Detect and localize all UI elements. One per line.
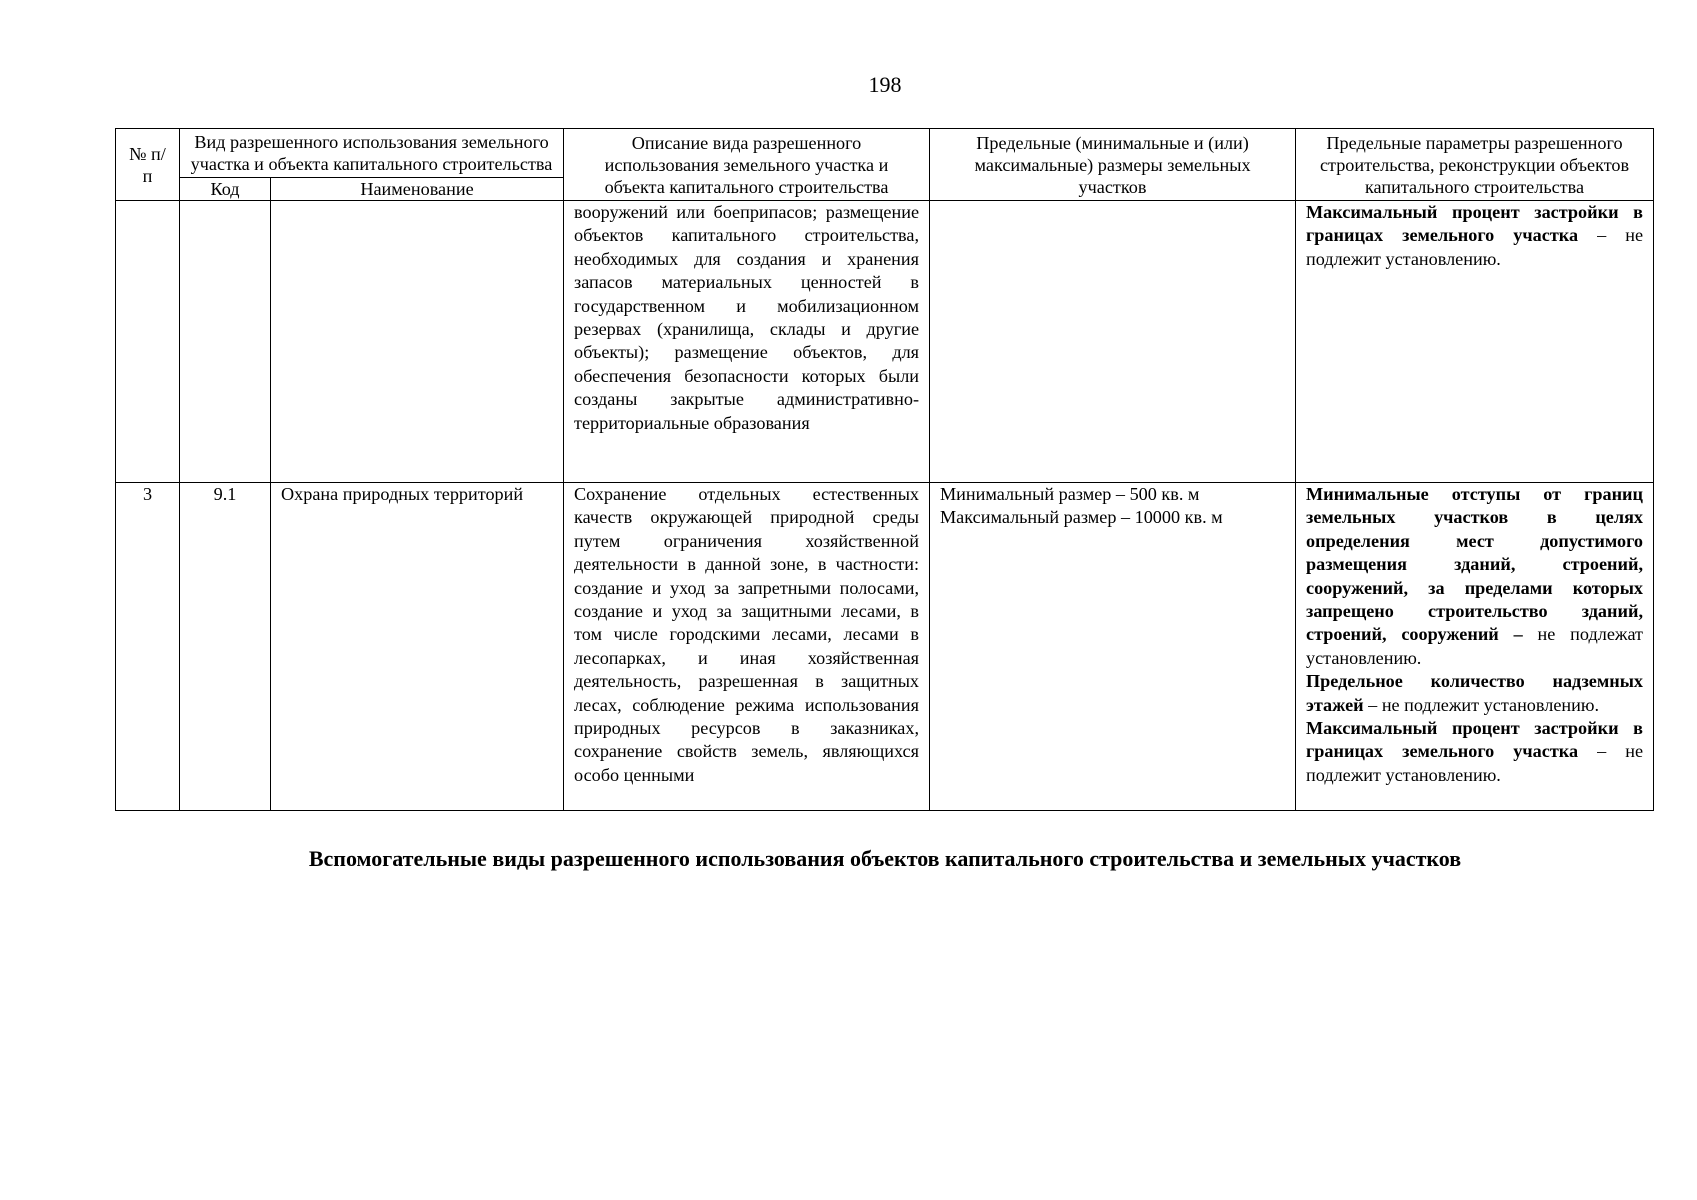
cell-num xyxy=(116,201,180,483)
param-bold: Минимальные отступы от границ земельных участков в целях определения мест допустимого размещения зданий, строений, сооружений, за пределами которых запрещено строительство зданий, строений, сооружений – xyxy=(1306,484,1644,645)
param-text: – не подлежит установлению. xyxy=(1363,694,1599,715)
header-name: Наименование xyxy=(271,178,564,201)
header-params: Предельные параметры разрешенного строительства, реконструкции объектов капитального строительства xyxy=(1296,129,1654,201)
param-item xyxy=(1306,670,1643,717)
param-item xyxy=(1306,717,1643,787)
param-item xyxy=(1306,483,1643,670)
param-text: не подлежат установлению. xyxy=(1306,624,1644,668)
cell-description: вооружений или боеприпасов; размещение объектов капитального строительства, необходимых для создания и хранения запасов материальных ценностей в государственном и мобилизационном резервах (хранилища, склады и другие объекты); размещение объектов, для обеспечения безопасности которых были созданы закрытые административно-территориальные образования xyxy=(564,201,930,483)
section-caption: Вспомогательные виды разрешенного использования объектов капитального строительства и земельных участков xyxy=(308,846,1462,871)
cell-sizes xyxy=(930,201,1296,483)
param-bold: Предельное количество надземных этажей xyxy=(1306,671,1644,715)
table-row xyxy=(116,201,1654,483)
param-bold: Максимальный процент застройки в границах земельного участка xyxy=(1306,718,1644,762)
size-min: Минимальный размер – 500 кв. м xyxy=(940,484,1200,504)
header-code: Код xyxy=(180,178,271,201)
cell-params xyxy=(1296,201,1654,483)
header-description: Описание вида разрешенного использования земельного участка и объекта капитального строительства xyxy=(564,129,930,201)
header-num: № п/п xyxy=(116,129,180,201)
cell-sizes xyxy=(930,483,1296,811)
param-text: – не подлежит установлению. xyxy=(1306,741,1644,785)
param-bold: Максимальный процент застройки в границах земельного участка xyxy=(1306,202,1644,246)
cell-code: 9.1 xyxy=(180,483,271,811)
header-sizes: Предельные (минимальные и (или) максимальные) размеры земельных участков xyxy=(930,129,1296,201)
cell-params xyxy=(1296,483,1654,811)
cell-description: Сохранение отдельных естественных качеств окружающей природной среды путем ограничения хозяйственной деятельности в данной зоне, в частности: создание и уход за запретными полосами, создание и уход за защитными лесами, в том числе городскими лесами, лесами в лесопарках, и иная хозяйственная деятельность, разрешенная в защитных лесах, соблюдение режима использования природных ресурсов в заказниках, сохранение свойств земель, являющихся особо ценными xyxy=(564,483,930,811)
cell-name xyxy=(271,201,564,483)
param-text: – не подлежит установлению. xyxy=(1306,225,1644,269)
header-type-group: Вид разрешенного использования земельного участка и объекта капитального строительства xyxy=(180,129,564,178)
cell-num: 3 xyxy=(116,483,180,811)
table-row xyxy=(116,483,1654,811)
cell-code xyxy=(180,201,271,483)
param-item xyxy=(1306,201,1643,271)
size-max: Максимальный размер – 10000 кв. м xyxy=(940,507,1223,528)
cell-name: Охрана природных территорий xyxy=(271,483,564,811)
zoning-table xyxy=(115,128,1654,811)
page-number: 198 xyxy=(868,72,902,97)
